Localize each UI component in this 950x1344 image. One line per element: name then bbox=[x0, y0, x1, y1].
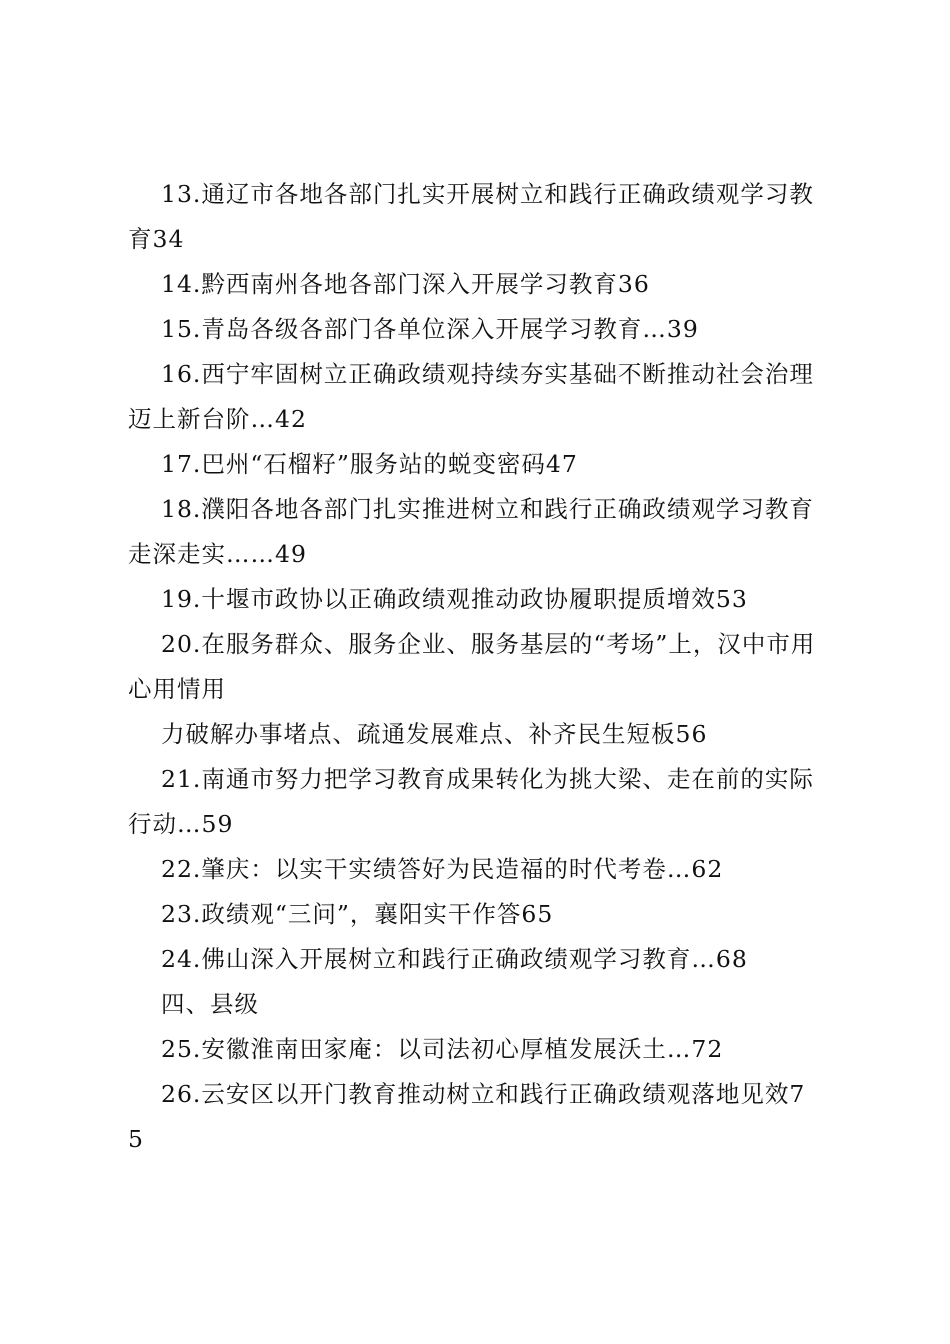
toc-entry-15: 15.青岛各级各部门各单位深入开展学习教育…39 bbox=[161, 315, 699, 343]
toc-entry-17: 17.巴州“石榴籽”服务站的蜕变密码47 bbox=[161, 450, 578, 478]
table-of-contents bbox=[128, 172, 818, 1162]
toc-entry-23: 23.政绩观“三问”，襄阳实干作答65 bbox=[161, 900, 554, 928]
toc-entry-20-continued: 力破解办事堵点、疏通发展难点、补齐民生短板56 bbox=[161, 720, 708, 748]
toc-entry-16: 16.西宁牢固树立正确政绩观持续夯实基础不断推动社会治理迈上新台阶…42 bbox=[128, 360, 814, 433]
toc-entry-14: 14.黔西南州各地各部门深入开展学习教育36 bbox=[161, 270, 650, 298]
toc-entry-13: 13.通辽市各地各部门扎实开展树立和践行正确政绩观学习教育34 bbox=[128, 180, 814, 253]
toc-entry-21: 21.南通市努力把学习教育成果转化为挑大梁、走在前的实际行动…59 bbox=[128, 765, 814, 838]
toc-entry-24: 24.佛山深入开展树立和践行正确政绩观学习教育…68 bbox=[161, 945, 748, 973]
toc-entry-26: 26.云安区以开门教育推动树立和践行正确政绩观落地见效75 bbox=[128, 1080, 806, 1153]
toc-entry-22: 22.肇庆：以实干实绩答好为民造福的时代考卷…62 bbox=[161, 855, 724, 883]
toc-entry-20: 20.在服务群众、服务企业、服务基层的“考场”上，汉中市用心用情用 bbox=[128, 630, 816, 703]
toc-entry-19: 19.十堰市政协以正确政绩观推动政协履职提质增效53 bbox=[161, 585, 748, 613]
toc-entry-25: 25.安徽淮南田家庵：以司法初心厚植发展沃土…72 bbox=[161, 1035, 724, 1063]
section-heading-county: 四、县级 bbox=[161, 990, 259, 1018]
toc-entry-18: 18.濮阳各地各部门扎实推进树立和践行正确政绩观学习教育走深走实……49 bbox=[128, 495, 814, 568]
